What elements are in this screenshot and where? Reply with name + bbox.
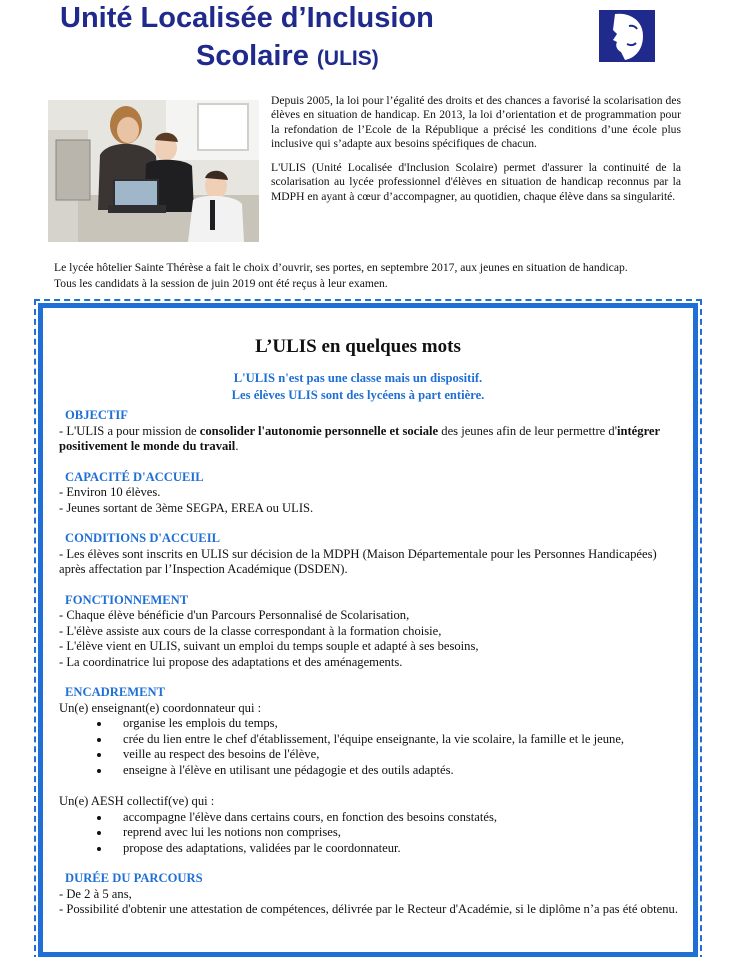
section-capacite: [59, 470, 679, 517]
list-item: • enseigne à l'élève en utilisant une pédagogie et des outils adaptés.: [111, 763, 679, 779]
box-subtitle: [43, 370, 673, 404]
list-item: - L'élève vient en ULIS, suivant un emploi du temps souple et adapté à ses besoins,: [59, 639, 479, 653]
objectif-bold-1: consolider l'autonomie personnelle et sociale: [199, 423, 439, 438]
title-abbr: (ULIS): [316, 47, 379, 70]
subtitle-line-1: L'ULIS n'est pas une classe mais un dispositif.: [233, 371, 483, 385]
page-title-line2: [196, 40, 379, 73]
page-header: [0, 0, 733, 80]
lycee-line-2: Tous les candidats à la session de juin 2019 ont été reçus à leur examen.: [54, 276, 388, 290]
list-item: - Possibilité d'obtenir une attestation de compétences, délivrée par le Recteur d'Académie, si le diplôme n’a pas été obtenu.: [59, 902, 678, 916]
objectif-text: [59, 424, 679, 455]
section-heading: FONCTIONNEMENT: [65, 592, 189, 607]
subtitle-line-2: Les élèves ULIS sont des lycéens à part entière.: [231, 388, 485, 402]
encadrement-intro-2: Un(e) AESH collectif(ve) qui :: [59, 794, 215, 808]
list-item: • veille au respect des besoins de l'élève,: [111, 747, 679, 763]
list-item: • organise les emplois du temps,: [111, 716, 679, 732]
list-item: - Chaque élève bénéficie d'un Parcours Personnalisé de Scolarisation,: [59, 608, 410, 622]
lycee-line-1: Le lycée hôtelier Sainte Thérèse a fait le choix d’ouvrir, ses portes, en septembre 2017, aux jeunes en situation de handicap.: [54, 261, 628, 274]
section-duree: [59, 871, 679, 918]
list-item: - De 2 à 5 ans,: [59, 886, 132, 901]
objectif-bold-2: intégrer positivement le monde du travail: [59, 423, 660, 453]
list-item: - Environ 10 élèves.: [59, 485, 161, 499]
section-heading: OBJECTIF: [65, 408, 128, 422]
section-heading: CAPACITÉ D'ACCUEIL: [65, 469, 204, 484]
list-item: • crée du lien entre le chef d'établissement, l'équipe enseignante, la vie scolaire, la famille et le jeune,: [111, 732, 679, 748]
objectif-text-part-1: - L'ULIS a pour mission de: [59, 423, 200, 438]
classroom-photo: [48, 100, 259, 242]
section-conditions: [59, 531, 679, 578]
ministry-logo-icon: [599, 10, 655, 62]
coordonnateur-list: [59, 716, 679, 778]
section-objectif: [59, 408, 679, 455]
intro-text: [271, 94, 681, 214]
list-item: • accompagne l'élève dans certains cours, en fonction des besoins constatés,: [111, 810, 679, 826]
intro-paragraph-1: Depuis 2005, la loi pour l’égalité des droits et des chances a favorisé la scolarisation des élèves en situation de handicap. En 2013, la loi d’orientation et de programmation pour la refondation de l’Ecole de la République a précisé les conditions d’une école plus inclusive qui s’adapte aux besoins spécifiques de chacun.: [271, 94, 681, 150]
objectif-text-part-2: des jeunes afin de leur permettre d': [438, 423, 617, 438]
title-scolaire: Scolaire: [196, 40, 309, 72]
box-title: L’ULIS en quelques mots: [255, 336, 461, 357]
encadrement-intro-1: Un(e) enseignant(e) coordonnateur qui :: [59, 700, 262, 715]
list-item: - Jeunes sortant de 3ème SEGPA, EREA ou ULIS.: [59, 500, 314, 515]
conditions-text: - Les élèves sont inscrits en ULIS sur décision de la MDPH (Maison Départementale pour les Personnes Handicapées) après affectation par l’Inspection Académique (DSDEN).: [59, 546, 657, 576]
lycee-text: [54, 260, 694, 291]
objectif-text-part-3: .: [235, 439, 239, 453]
box-content: [59, 408, 679, 933]
list-item: - L'élève assiste aux cours de la classe correspondant à la formation choisie,: [59, 623, 442, 638]
list-item: - La coordinatrice lui propose des adaptations et des aménagements.: [59, 654, 403, 669]
section-heading: DURÉE DU PARCOURS: [65, 871, 203, 885]
section-heading: CONDITIONS D'ACCUEIL: [65, 531, 220, 545]
page-title-line1: Unité Localisée d’Inclusion: [60, 2, 434, 34]
aesh-list: [59, 810, 679, 857]
section-heading: ENCADREMENT: [65, 685, 166, 699]
list-item: • reprend avec lui les notions non comprises,: [111, 825, 679, 841]
list-item: • propose des adaptations, validées par le coordonnateur.: [111, 841, 679, 857]
intro-paragraph-2: L'ULIS (Unité Localisée d'Inclusion Scolaire) permet d'assurer la continuité de la scolarisation au lycée professionnel d'élèves en situation de handicap reconnus par la MDPH en ayant à cœur d’accompagner, au quotidien, chaque élève dans sa singularité.: [271, 161, 681, 203]
section-encadrement: [59, 685, 679, 856]
section-fonctionnement: [59, 593, 679, 671]
info-box: [38, 303, 698, 957]
